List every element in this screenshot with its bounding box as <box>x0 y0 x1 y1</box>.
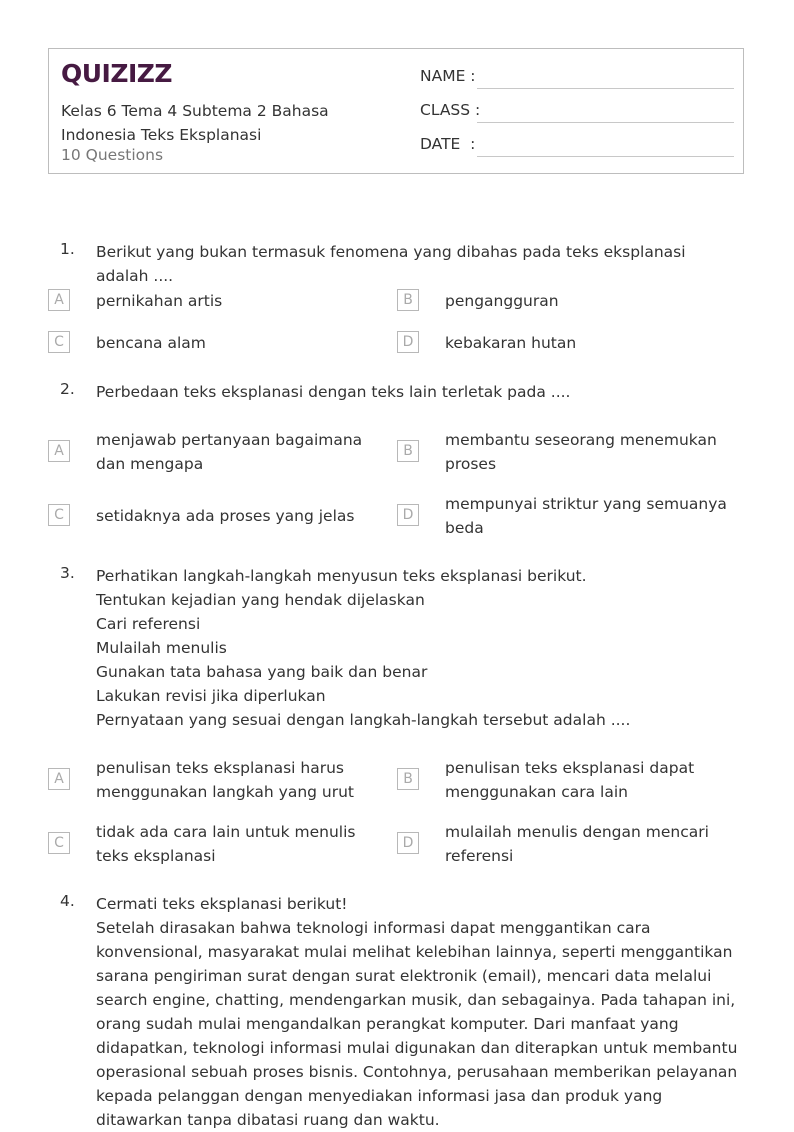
question-number: 2. <box>60 380 75 398</box>
question-text: Cermati teks eksplanasi berikut! Setelah dirasakan bahwa teknologi informasi dapat menggantikan cara konvensional, masyarakat mulai melihat kelebihan lainnya, seperti menggantikan sarana pengiriman surat dengan surat elektronik (email), mencari data melalui search engine, chatting, mendengarkan musik, dan sebagainya. Pada tahapan ini, orang sudah mulai mengandalkan perangkat komputer. Dari manfaat yang didapatkan, teknologi informasi mulai digunakan dan diterapkan untuk membantu operasional sebuah proses bisnis. Contohnya, perusahaan memberikan pelayanan kepada pelanggan dengan menyediakan informasi jasa dan produk yang ditawarkan tanpa dibatasi ruang dan waktu. <box>96 895 738 1129</box>
option-letter-box: D <box>397 331 419 353</box>
option-letter-box: B <box>397 768 419 790</box>
class-field[interactable] <box>420 101 734 125</box>
date-line[interactable] <box>477 156 734 157</box>
option-letter-box: B <box>397 289 419 311</box>
question-text: Perhatikan langkah-langkah menyusun teks eksplanasi berikut. Tentukan kejadian yang hendak dijelaskan Cari referensi Mulailah menulis Gunakan tata bahasa yang baik dan benar Lakukan revisi jika diperlukan Pernyataan yang sesuai dengan langkah-langkah tersebut adalah .... <box>96 567 631 729</box>
option-text: bencana alam <box>96 334 206 352</box>
date-field[interactable] <box>420 135 734 159</box>
question-number: 4. <box>60 892 75 910</box>
option-letter-box: A <box>48 289 70 311</box>
question-text: Perbedaan teks eksplanasi dengan teks lain terletak pada .... <box>96 383 571 401</box>
quizizz-logo: QUIZIZZ <box>61 59 173 88</box>
option-text: setidaknya ada proses yang jelas <box>96 507 355 525</box>
name-field[interactable] <box>420 67 734 91</box>
question-number: 1. <box>60 240 75 258</box>
date-label: DATE : <box>420 135 476 153</box>
question-count: 10 Questions <box>61 146 164 164</box>
worksheet-header <box>48 48 744 174</box>
option-letter-box: B <box>397 440 419 462</box>
option-text: penulisan teks eksplanasi dapat menggunakan cara lain <box>445 759 695 801</box>
option-letter-box: C <box>48 504 70 526</box>
name-line[interactable] <box>477 88 734 89</box>
option-text: membantu seseorang menemukan proses <box>445 431 717 473</box>
class-line[interactable] <box>477 122 734 123</box>
option-letter-box: C <box>48 832 70 854</box>
option-letter-box: A <box>48 440 70 462</box>
option-text: pengangguran <box>445 292 559 310</box>
class-label: CLASS : <box>420 101 481 119</box>
option-letter-box: D <box>397 832 419 854</box>
question-number: 3. <box>60 564 75 582</box>
option-letter-box: A <box>48 768 70 790</box>
worksheet-title: Kelas 6 Tema 4 Subtema 2 Bahasa Indonesia Teks Eksplanasi <box>61 102 329 144</box>
option-text: menjawab pertanyaan bagaimana dan mengapa <box>96 431 363 473</box>
option-text: mempunyai striktur yang semuanya beda <box>445 495 727 537</box>
name-label: NAME : <box>420 67 476 85</box>
option-text: kebakaran hutan <box>445 334 577 352</box>
option-letter-box: C <box>48 331 70 353</box>
option-letter-box: D <box>397 504 419 526</box>
option-text: tidak ada cara lain untuk menulis teks eksplanasi <box>96 823 356 865</box>
option-text: mulailah menulis dengan mencari referensi <box>445 823 709 865</box>
option-text: pernikahan artis <box>96 292 223 310</box>
option-text: penulisan teks eksplanasi harus menggunakan langkah yang urut <box>96 759 355 801</box>
question-text: Berikut yang bukan termasuk fenomena yang dibahas pada teks eksplanasi adalah .... <box>96 243 686 285</box>
